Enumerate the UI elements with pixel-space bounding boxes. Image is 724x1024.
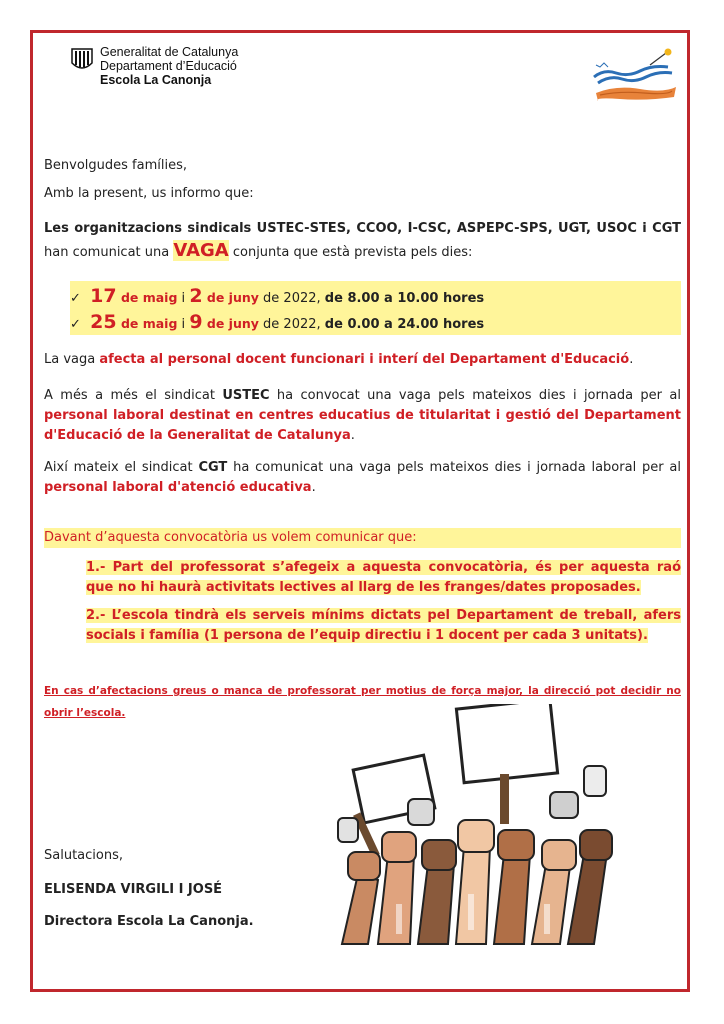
date-row-1: ✓ 17 de maig i 2 de juny de 2022, de 8.00 a 10.00 hores — [70, 284, 484, 308]
intro-text: Amb la present, us informo que: — [44, 186, 254, 201]
check-icon: ✓ — [70, 291, 81, 306]
point-2: 2.- L’escola tindrà els serveis mínims dictats pel Departament de treball, afers socials i família (1 persona de l’equip directiu i 1 docent per cada 3 unitats). — [86, 608, 681, 643]
greeting: Benvolgudes famílies, — [44, 158, 188, 173]
unions-list: Les organitzacions sindicals USTEC-STES, CCOO, I-CSC, ASPEPC-SPS, UGT, USOC i CGT — [44, 221, 681, 236]
header-line-3: Escola La Canonja — [100, 73, 212, 87]
strike-word: VAGA — [173, 240, 229, 261]
header-line-1: Generalitat de Catalunya — [100, 45, 239, 59]
generalitat-seal-icon — [70, 47, 94, 73]
warning-notice: En cas d’afectacions greus o manca de professorat per motius de força major, la direcció pot decidir no obrir l’escola. — [44, 685, 681, 719]
unions-paragraph: Les organitzacions sindicals USTEC-STES, CCOO, I-CSC, ASPEPC-SPS, UGT, USOC i CGT han comunicat una VAGA conjunta que està prevista pels dies: — [44, 221, 681, 261]
signer-name: ELISENDA VIRGILI I JOSÉ — [44, 882, 223, 897]
affects-paragraph: La vaga afecta al personal docent funcionari i interí del Departament d'Educació. — [44, 352, 634, 367]
cgt-paragraph: Així mateix el sindicat CGT ha comunicat una vaga pels mateixos dies i jornada laboral per al personal laboral d'atenció educativa. — [44, 460, 682, 495]
date-row-2: ✓ 25 de maig i 9 de juny de 2022, de 0.00 a 24.00 hores — [70, 310, 484, 334]
communicate-heading: Davant d’aquesta convocatòria us volem comunicar que: — [44, 528, 681, 548]
ustec-paragraph: A més a més el sindicat USTEC ha convocat una vaga pels mateixos dies i jornada per al personal laboral destinat en centres educatius de titularitat i gestió del Departament d'Educació de la Generalitat de Catalunya. — [44, 388, 681, 443]
point-1: 1.- Part del professorat s’afegeix a aquesta convocatòria, és per aquesta raó que no hi haurà activitats lectives al llarg de les franges/dates proposades. — [86, 560, 681, 595]
closing: Salutacions, — [44, 848, 123, 863]
signer-role: Directora Escola La Canonja. — [44, 914, 254, 929]
header-line-2: Departament d’Educació — [100, 59, 237, 73]
check-icon: ✓ — [70, 317, 81, 332]
school-logo-icon — [590, 45, 682, 107]
